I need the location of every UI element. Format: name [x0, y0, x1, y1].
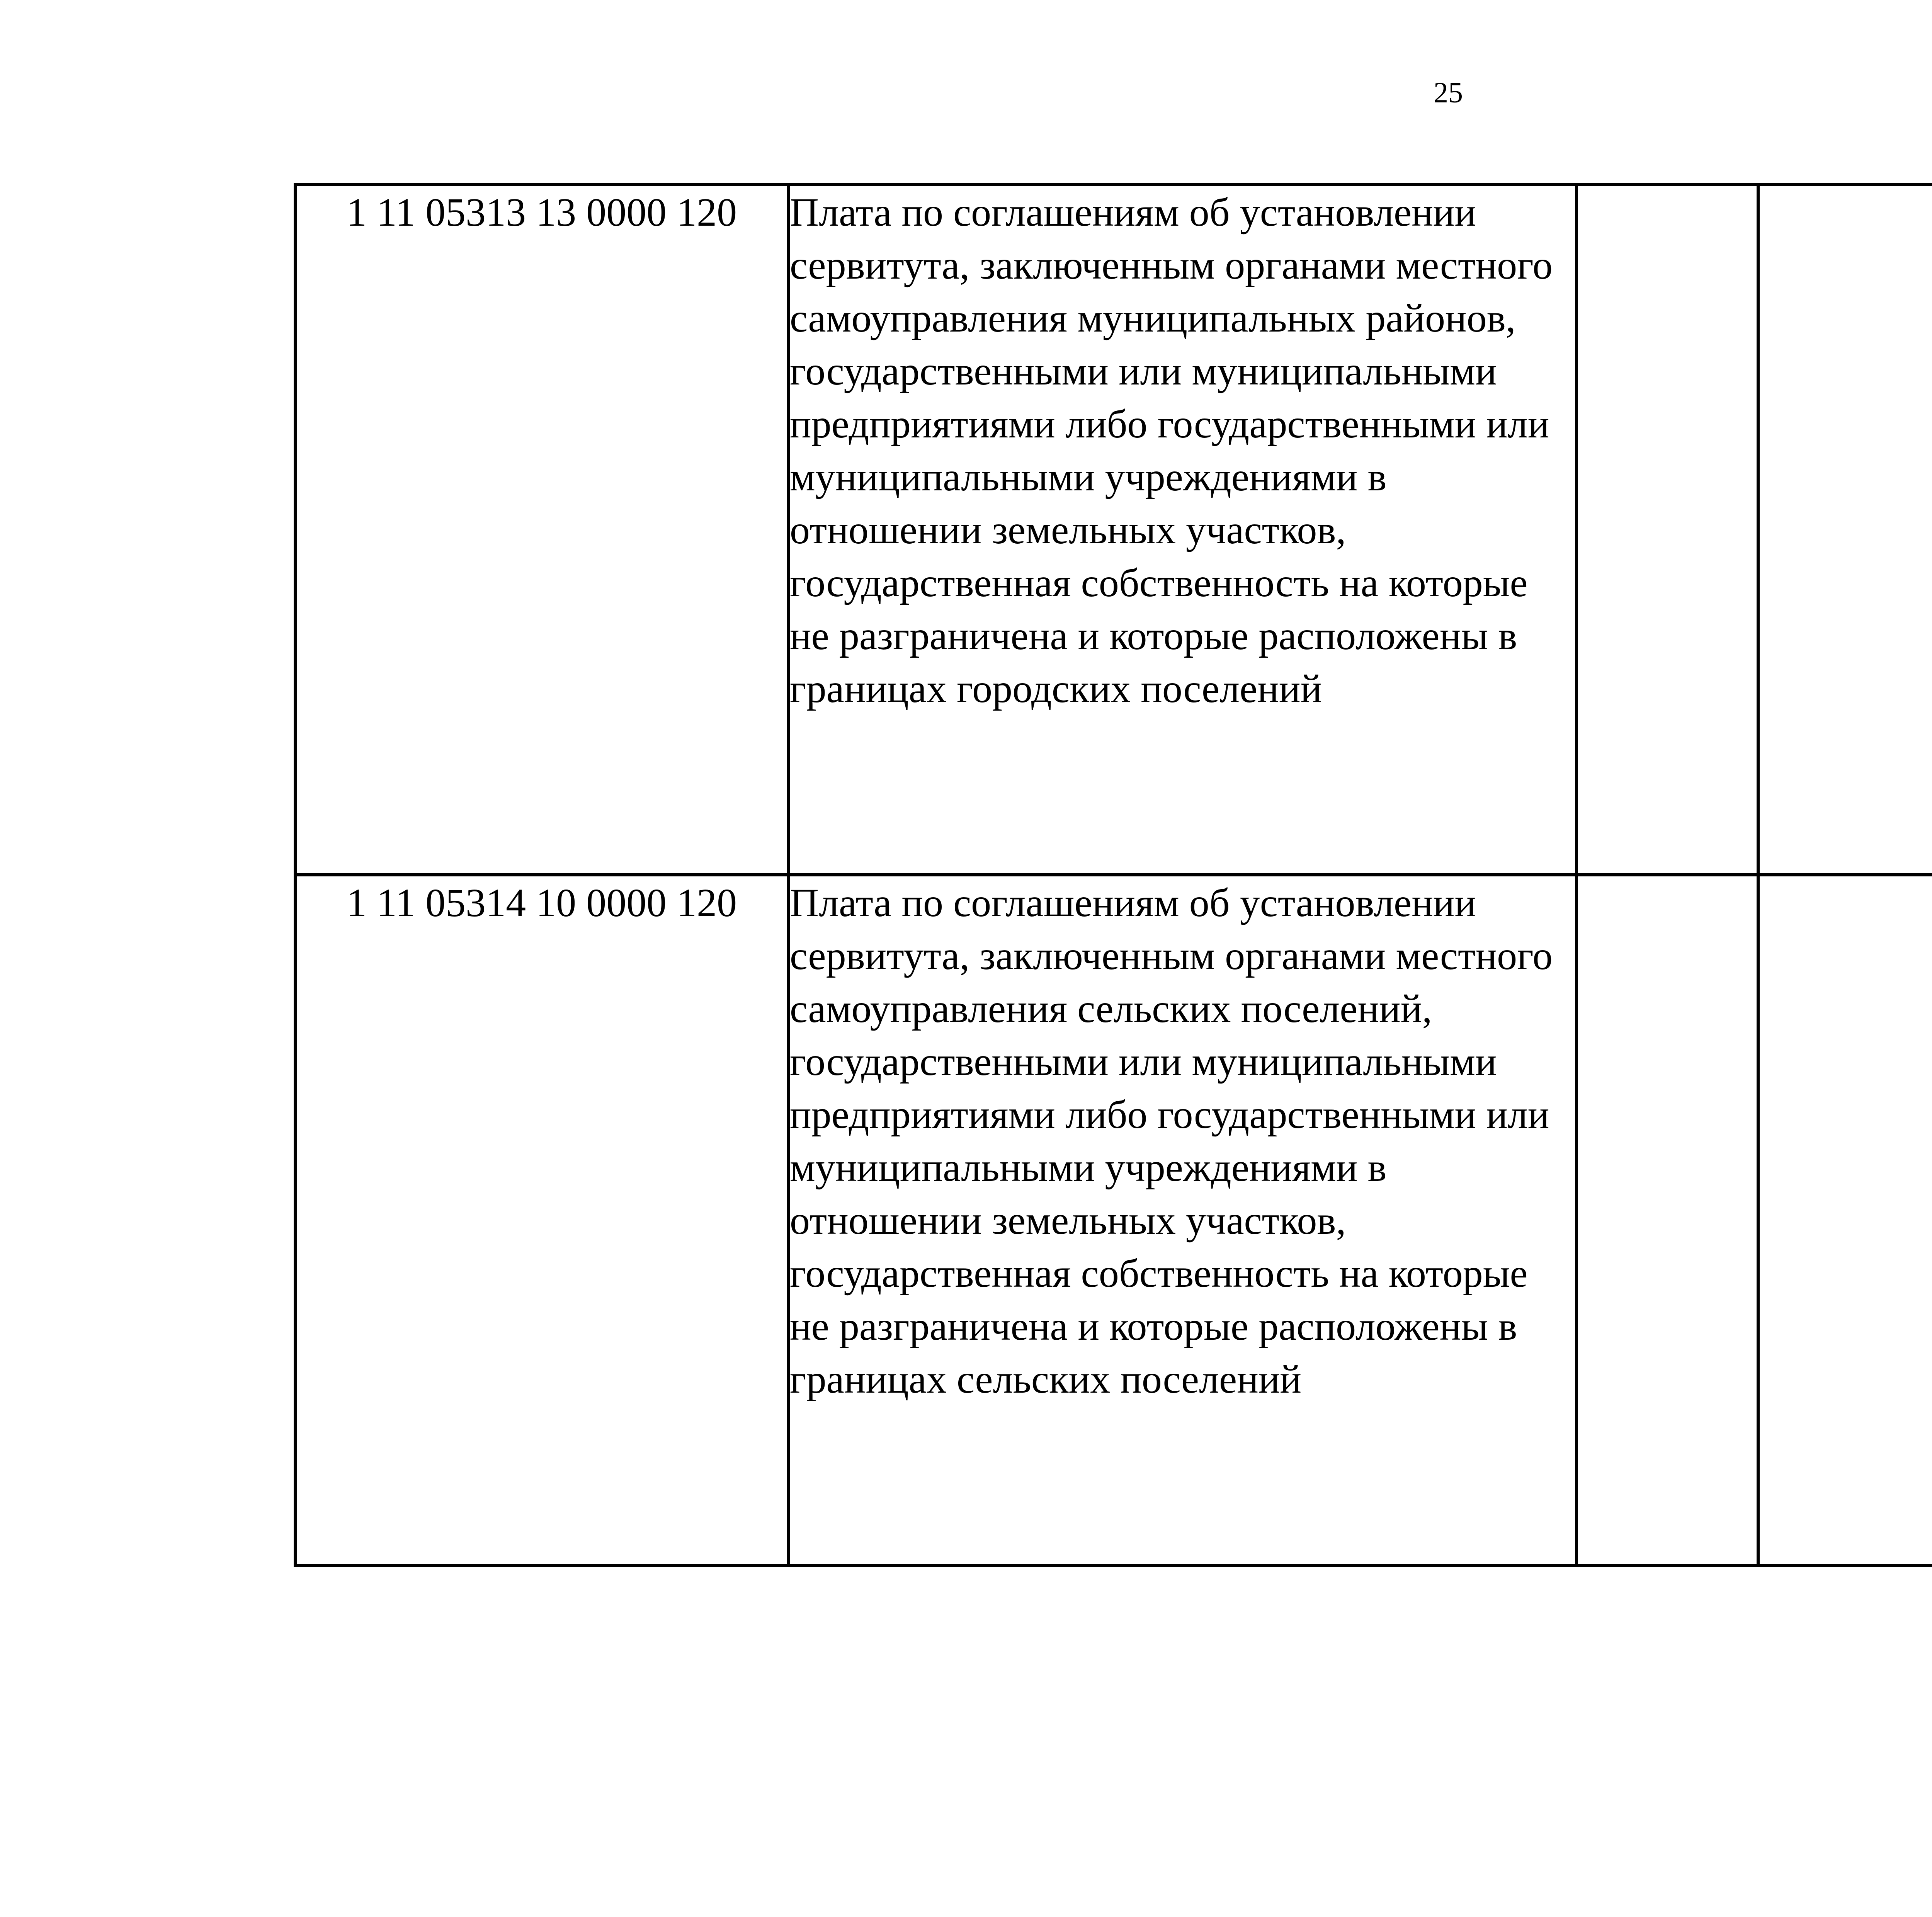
description-cell: Плата по соглашениям об установлении сервитута, заключенным органами местного самоуправления сельских поселений, государственными или муниципальными предприятиями либо государственными или муниципальными учреждениями в отношении земельных участков, государственная собственность на которые не разграничена и которые расположены в границах сельских поселений — [788, 875, 1577, 1565]
value-cell-col3 — [1577, 875, 1758, 1565]
budget-code-cell: 1 11 05314 10 0000 120 — [295, 875, 788, 1565]
budget-code-cell: 1 11 05313 13 0000 120 — [295, 184, 788, 875]
value-cell-col3 — [1577, 184, 1758, 875]
description-cell: Плата по соглашениям об установлении сервитута, заключенным органами местного самоуправления муниципальных районов, государственными или муниципальными предприятиями либо государственными или муниципальными учреждениями в отношении земельных участков, государственная собственность на которые не разграничена и которые расположены в границах городских поселений — [788, 184, 1577, 875]
value-cell-col4 — [1758, 184, 1932, 875]
table-row — [295, 184, 1932, 875]
page-number: 25 — [1434, 77, 1463, 109]
value-cell-col4 — [1758, 875, 1932, 1565]
budget-table — [294, 183, 1932, 1567]
table-row — [295, 875, 1932, 1565]
